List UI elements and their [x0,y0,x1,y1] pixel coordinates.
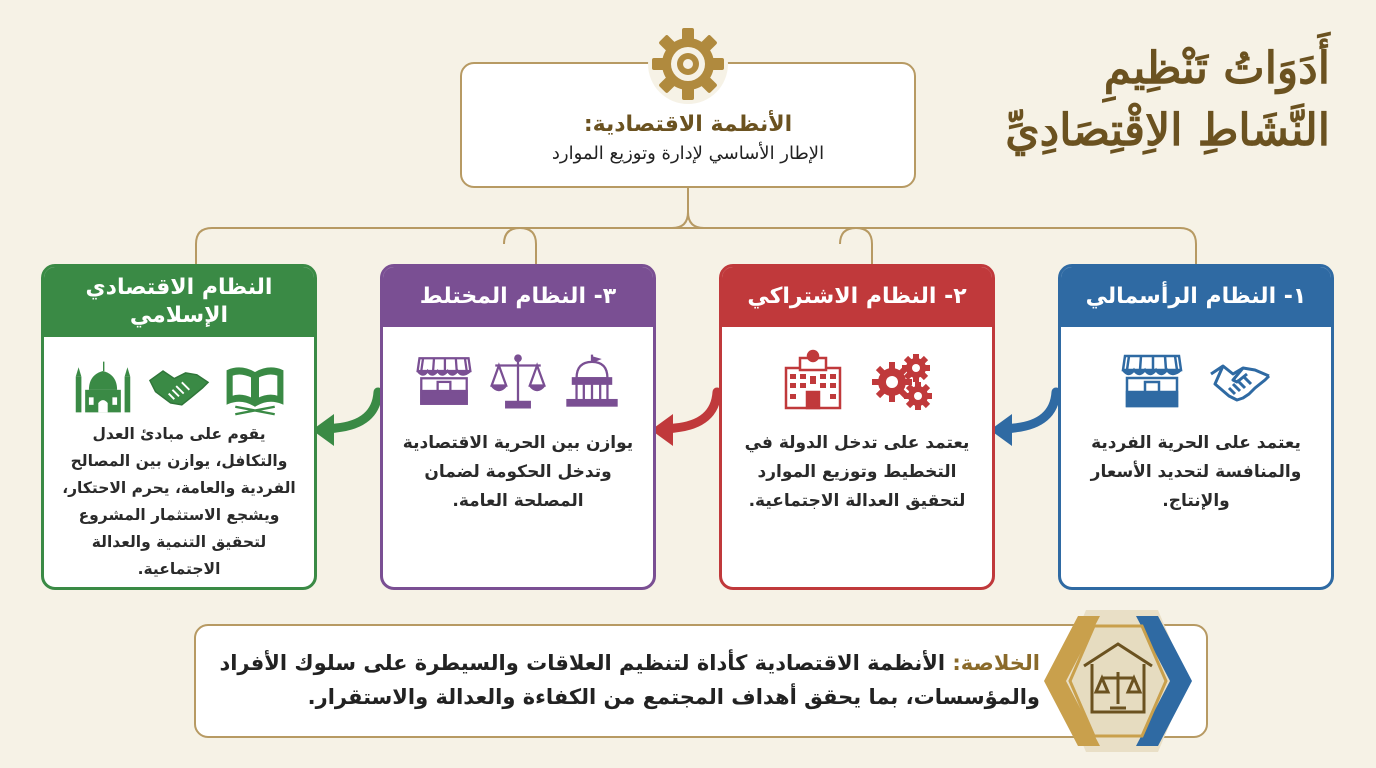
quran-icon [224,356,286,418]
card-heading: النظام الاقتصادي الإسلامي [44,267,314,337]
handshake-icon [1207,348,1273,414]
handshake-icon [148,356,210,418]
card-heading: ٣- النظام المختلط [383,267,653,327]
mosque-icon [72,356,134,418]
scales-icon [488,351,548,411]
summary-body: الأنظمة الاقتصادية كأداة لتنظيم العلاقات والسيطرة على سلوك الأفراد والمؤسسات، بما يحقق أهداف المجتمع من الكفاءة والعدالة والاستقرار. [219,651,1040,709]
gears-icon [868,348,934,414]
government-building-icon [780,348,846,414]
summary-label: الخلاصة: [952,651,1040,675]
arrow-mixed-to-islamic [322,392,378,430]
title-line-1: أَدَوَاتُ تَنْظِيمِ [1103,43,1330,94]
top-title: الأنظمة الاقتصادية: [583,112,793,137]
arrow-socialist-to-mixed [661,392,717,430]
capitol-icon [562,351,622,411]
title-line-2: النَّشَاطِ الاِقْتِصَادِيِّ [1005,105,1330,156]
market-stall-icon [414,351,474,411]
card-description: يوازن بين الحرية الاقتصادية وتدخل الحكومة لضمان المصلحة العامة. [402,433,634,511]
market-stall-icon [1119,348,1185,414]
summary-text [200,646,1040,714]
card-mixed-system [380,264,656,590]
card-socialist-system [719,264,995,590]
card-heading: ١- النظام الرأسمالي [1061,267,1331,327]
card-description: يقوم على مبادئ العدل والتكافل، يوازن بين المصالح الفردية والعامة، يحرم الاحتكار، ويشجع الاستثمار المشروع لتحقيق التنمية والعدالة الاجتماعية. [62,425,296,578]
card-description: يعتمد على الحرية الفردية والمنافسة لتحديد الأسعار والإنتاج. [1090,433,1302,511]
gear-icon [646,22,730,106]
arrow-capitalist-to-socialist [1000,392,1056,430]
top-subtitle: الإطار الأساسي لإدارة وتوزيع الموارد [551,143,825,164]
card-capitalist-system [1058,264,1334,590]
card-heading: ٢- النظام الاشتراكي [722,267,992,327]
page-title [970,38,1330,162]
justice-house-icon [1038,604,1198,758]
card-description: يعتمد على تدخل الدولة في التخطيط وتوزيع الموارد لتحقيق العدالة الاجتماعية. [744,433,970,511]
card-islamic-system [41,264,317,590]
